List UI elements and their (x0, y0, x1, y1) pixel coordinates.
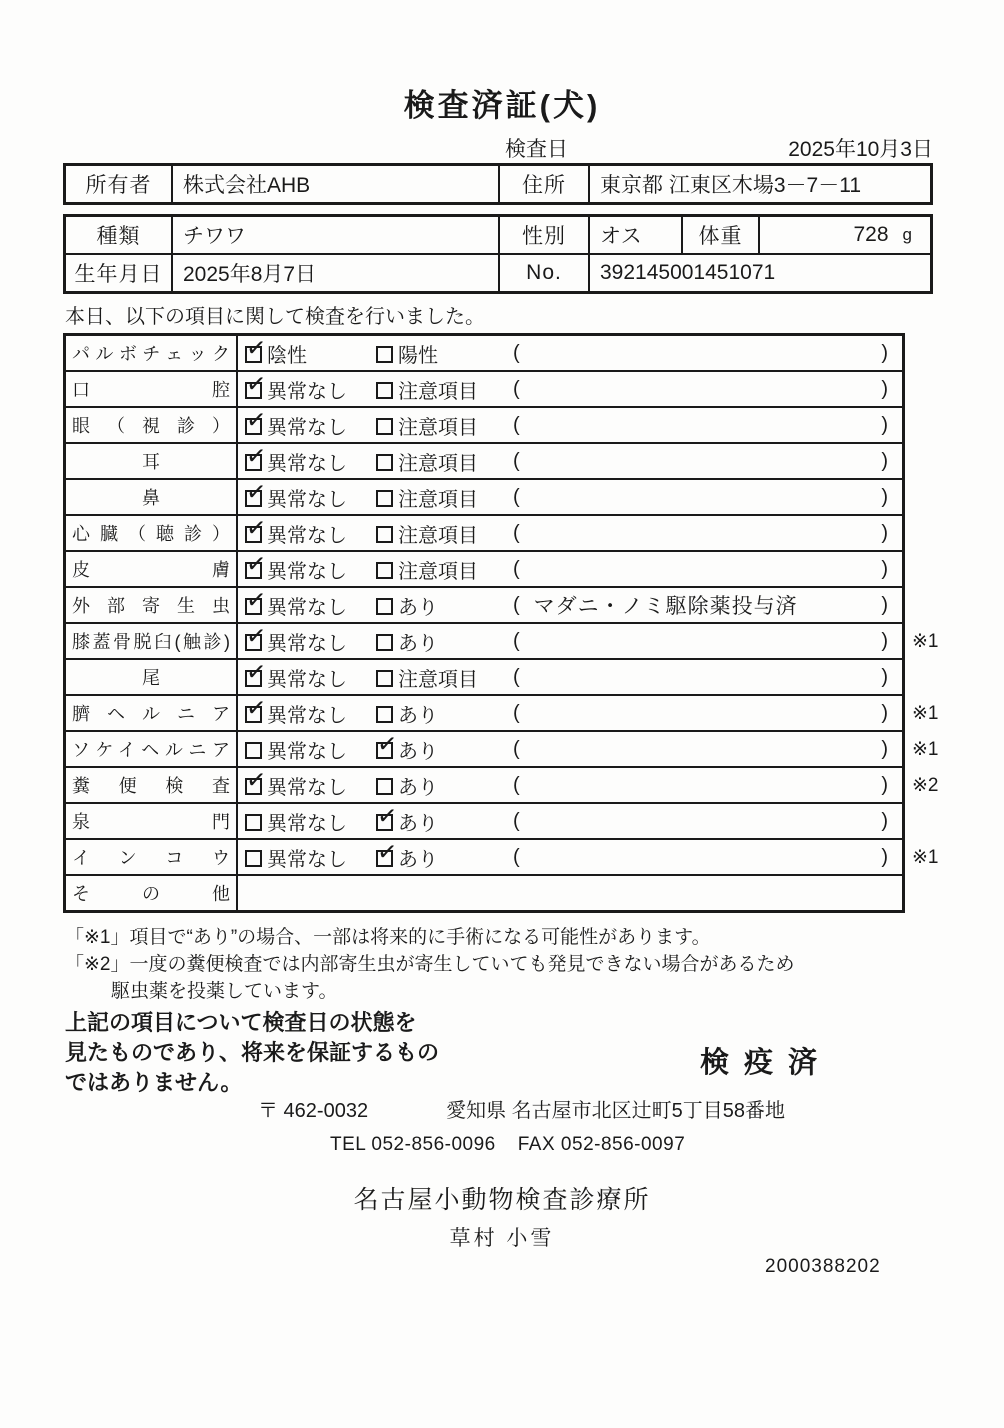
paren-close: ) (881, 377, 888, 400)
paren-open: ( (513, 341, 520, 364)
footnote-mark: ※1 (912, 738, 939, 760)
option-1-label: 異常なし (267, 488, 347, 511)
result-option-1 (245, 843, 376, 872)
result-option-2 (376, 411, 513, 440)
exam-note: マダニ・ノミ駆除薬投与済 (533, 595, 798, 618)
exam-row (66, 766, 939, 802)
intro-text: 本日、以下の項目に関して検査を行いました。 (65, 306, 485, 328)
result-option-1 (245, 591, 376, 620)
exam-item-label: 皮膚 (72, 560, 230, 580)
result-option-2 (376, 843, 513, 872)
result-option-1 (245, 339, 376, 368)
checkbox-icon (245, 526, 262, 543)
result-option-2 (376, 483, 513, 512)
paren-open: ( (513, 521, 520, 544)
exam-item-label: 眼（視診） (72, 416, 230, 436)
page-title: 検査済証(犬) (403, 88, 601, 123)
paren-close: ) (881, 449, 888, 472)
checkbox-icon (376, 346, 393, 363)
disclaimer (65, 1008, 439, 1098)
result-option-1 (245, 519, 376, 548)
checkbox-icon (245, 346, 262, 363)
exam-date-label: 検査日 (505, 138, 568, 161)
option-2-label: あり (398, 596, 438, 619)
owner-value: 株式会社AHB (173, 166, 500, 202)
result-option-2 (376, 627, 513, 656)
result-option-1 (245, 735, 376, 764)
exam-row (66, 838, 939, 874)
exam-item-label: 膝蓋骨脱臼(触診) (72, 632, 230, 652)
paren-close: ) (881, 737, 888, 760)
checkbox-icon (376, 814, 393, 831)
option-1-label: 陰性 (267, 344, 307, 367)
no-value: 392145001451071 (600, 261, 776, 284)
option-2-label: 注意項目 (398, 416, 478, 439)
exam-row (66, 694, 939, 730)
birthdate-value: 2025年8月7日 (173, 255, 500, 291)
species-label: 種類 (66, 217, 173, 253)
paren-close: ) (881, 521, 888, 544)
checkbox-icon (245, 670, 262, 687)
exam-item-label: 泉門 (72, 812, 230, 832)
paren-open: ( (513, 701, 520, 724)
checkbox-icon (245, 706, 262, 723)
clinic-address-line (258, 1094, 785, 1123)
postal-code: 〒 462-0032 (258, 1100, 369, 1122)
paren-open: ( (513, 737, 520, 760)
weight-label: 体重 (683, 217, 760, 253)
paren-close: ) (881, 809, 888, 832)
option-2-label: 陽性 (398, 344, 438, 367)
result-option-2 (376, 807, 513, 836)
result-option-2 (376, 735, 513, 764)
checkbox-icon (245, 382, 262, 399)
option-1-label: 異常なし (267, 704, 347, 727)
option-2-label: 注意項目 (398, 524, 478, 547)
footnote-2-line1: 「※2」一度の糞便検査では内部寄生虫が寄生していても発見できない場合があるため (65, 954, 795, 975)
result-option-2 (376, 375, 513, 404)
checkbox-icon (245, 598, 262, 615)
option-2-label: あり (398, 740, 438, 763)
exam-item-label: その他 (72, 884, 230, 904)
checkbox-icon (376, 418, 393, 435)
footnotes (65, 924, 795, 1005)
sex-value: オス (590, 217, 683, 253)
paren-open: ( (513, 485, 520, 508)
address-value: 東京都 江東区木場3－7－11 (600, 174, 861, 197)
pet-table (63, 214, 933, 294)
exam-row (66, 478, 902, 514)
exam-item-label: インコウ (72, 848, 230, 868)
paren-close: ) (881, 485, 888, 508)
paren-close: ) (881, 773, 888, 796)
paren-close: ) (881, 629, 888, 652)
checkbox-icon (376, 742, 393, 759)
disclaimer-line2: 見たものであり、将来を保証するもの (65, 1040, 440, 1065)
clinic-block (0, 1180, 1004, 1252)
option-2-label: あり (398, 704, 438, 727)
checkbox-icon (245, 634, 262, 651)
exam-row (66, 550, 902, 586)
quarantine-stamp: 検疫済 (700, 1047, 833, 1079)
option-1-label: 異常なし (267, 416, 347, 439)
owner-label: 所有者 (66, 166, 173, 202)
option-2-label: あり (398, 632, 438, 655)
exam-row (66, 370, 902, 406)
paren-open: ( (513, 557, 520, 580)
species-value: チワワ (173, 217, 500, 253)
option-2-label: あり (398, 812, 438, 835)
checkbox-icon (245, 778, 262, 795)
paren-open: ( (513, 413, 520, 436)
option-1-label: 異常なし (267, 596, 347, 619)
result-option-1 (245, 375, 376, 404)
checkbox-icon (245, 814, 262, 831)
result-option-1 (245, 447, 376, 476)
weight-unit: g (902, 225, 912, 244)
exam-row (66, 336, 902, 370)
paren-open: ( (513, 449, 520, 472)
result-option-2 (376, 663, 513, 692)
checkbox-icon (376, 382, 393, 399)
option-1-label: 異常なし (267, 668, 347, 691)
option-1-label: 異常なし (267, 776, 347, 799)
option-1-label: 異常なし (267, 812, 347, 835)
result-option-2 (376, 555, 513, 584)
clinic-name: 名古屋小動物検査診療所 (353, 1186, 651, 1214)
exam-item-label: 尾 (142, 668, 160, 688)
paren-close: ) (881, 557, 888, 580)
result-option-1 (245, 483, 376, 512)
no-label: No. (500, 255, 590, 291)
result-option-1 (245, 411, 376, 440)
paren-open: ( (513, 665, 520, 688)
footnote-mark: ※2 (912, 774, 939, 796)
exam-item-label: パルボチェック (72, 344, 230, 364)
exam-row (66, 874, 902, 910)
weight-value: 728 g (853, 223, 912, 246)
address-label: 住所 (500, 166, 590, 202)
option-1-label: 異常なし (267, 632, 347, 655)
option-1-label: 異常なし (267, 740, 347, 763)
result-option-1 (245, 663, 376, 692)
result-option-2 (376, 447, 513, 476)
exam-date-row (505, 133, 933, 163)
paren-close: ) (881, 341, 888, 364)
option-2-label: 注意項目 (398, 668, 478, 691)
checkbox-icon (245, 454, 262, 471)
result-option-2 (376, 519, 513, 548)
footnote-1: 「※1」項目で“あり”の場合、一部は将来的に手術になる可能性があります。 (65, 927, 711, 948)
exam-item-label: 耳 (142, 452, 160, 472)
exam-item-label: 臍ヘルニア (72, 704, 230, 724)
paren-close: ) (881, 413, 888, 436)
paren-open: ( (513, 377, 520, 400)
checkbox-icon (376, 706, 393, 723)
exam-row (66, 658, 902, 694)
result-option-1 (245, 807, 376, 836)
exam-table (63, 333, 939, 913)
paren-close: ) (881, 665, 888, 688)
paren-open: ( (513, 773, 520, 796)
result-option-1 (245, 771, 376, 800)
owner-table (63, 163, 933, 205)
paren-close: ) (881, 593, 888, 616)
exam-row (66, 622, 939, 658)
paren-open: ( (513, 629, 520, 652)
exam-item-label: 糞便検査 (72, 776, 230, 796)
result-option-2 (376, 591, 513, 620)
exam-date-value: 2025年10月3日 (788, 138, 933, 161)
disclaimer-line1: 上記の項目について検査日の状態を (65, 1010, 417, 1035)
result-option-2 (376, 771, 513, 800)
document-number: 2000388202 (765, 1256, 881, 1277)
exam-row (66, 730, 939, 766)
result-option-2 (376, 339, 513, 368)
checkbox-icon (376, 850, 393, 867)
checkbox-icon (376, 634, 393, 651)
paren-close: ) (881, 701, 888, 724)
exam-row (66, 406, 902, 442)
option-2-label: 注意項目 (398, 560, 478, 583)
footnote-mark: ※1 (912, 630, 939, 652)
option-1-label: 異常なし (267, 452, 347, 475)
option-1-label: 異常なし (267, 524, 347, 547)
disclaimer-line3: ではありません。 (65, 1070, 243, 1095)
veterinarian-name: 草村 小雪 (449, 1227, 555, 1250)
paren-open: ( (513, 845, 520, 868)
tel-number: TEL 052-856-0096 (330, 1134, 496, 1155)
birthdate-label: 生年月日 (66, 255, 173, 291)
option-2-label: 注意項目 (398, 380, 478, 403)
tel-fax-line (330, 1134, 685, 1156)
clinic-address: 愛知県 名古屋市北区辻町5丁目58番地 (446, 1100, 786, 1122)
exam-row (66, 586, 902, 622)
paren-open: ( (513, 593, 520, 616)
checkbox-icon (376, 454, 393, 471)
exam-item-label: 外部寄生虫 (72, 596, 230, 616)
result-option-1 (245, 555, 376, 584)
result-option-1 (245, 627, 376, 656)
option-2-label: あり (398, 848, 438, 871)
checkbox-icon (245, 418, 262, 435)
option-1-label: 異常なし (267, 848, 347, 871)
result-option-2 (376, 699, 513, 728)
exam-item-label: 鼻 (142, 488, 160, 508)
exam-row (66, 802, 902, 838)
checkbox-icon (376, 778, 393, 795)
checkbox-icon (376, 490, 393, 507)
option-2-label: 注意項目 (398, 488, 478, 511)
footnote-2-line2: 駆虫薬を投薬しています。 (111, 981, 338, 1002)
sex-label: 性別 (500, 217, 590, 253)
checkbox-icon (245, 490, 262, 507)
checkbox-icon (245, 742, 262, 759)
checkbox-icon (376, 562, 393, 579)
exam-item-label: 口腔 (72, 380, 230, 400)
exam-row (66, 442, 902, 478)
option-1-label: 異常なし (267, 380, 347, 403)
exam-item-label: ソケイヘルニア (72, 740, 230, 760)
paren-close: ) (881, 845, 888, 868)
exam-row (66, 514, 902, 550)
result-option-1 (245, 699, 376, 728)
checkbox-icon (376, 670, 393, 687)
paren-open: ( (513, 809, 520, 832)
footnote-mark: ※1 (912, 846, 939, 868)
checkbox-icon (376, 598, 393, 615)
exam-item-label: 心臓（聴診） (72, 524, 230, 544)
footnote-mark: ※1 (912, 702, 939, 724)
fax-number: FAX 052-856-0097 (517, 1134, 686, 1155)
option-1-label: 異常なし (267, 560, 347, 583)
checkbox-icon (376, 526, 393, 543)
option-2-label: 注意項目 (398, 452, 478, 475)
checkbox-icon (245, 850, 262, 867)
checkbox-icon (245, 562, 262, 579)
option-2-label: あり (398, 776, 438, 799)
